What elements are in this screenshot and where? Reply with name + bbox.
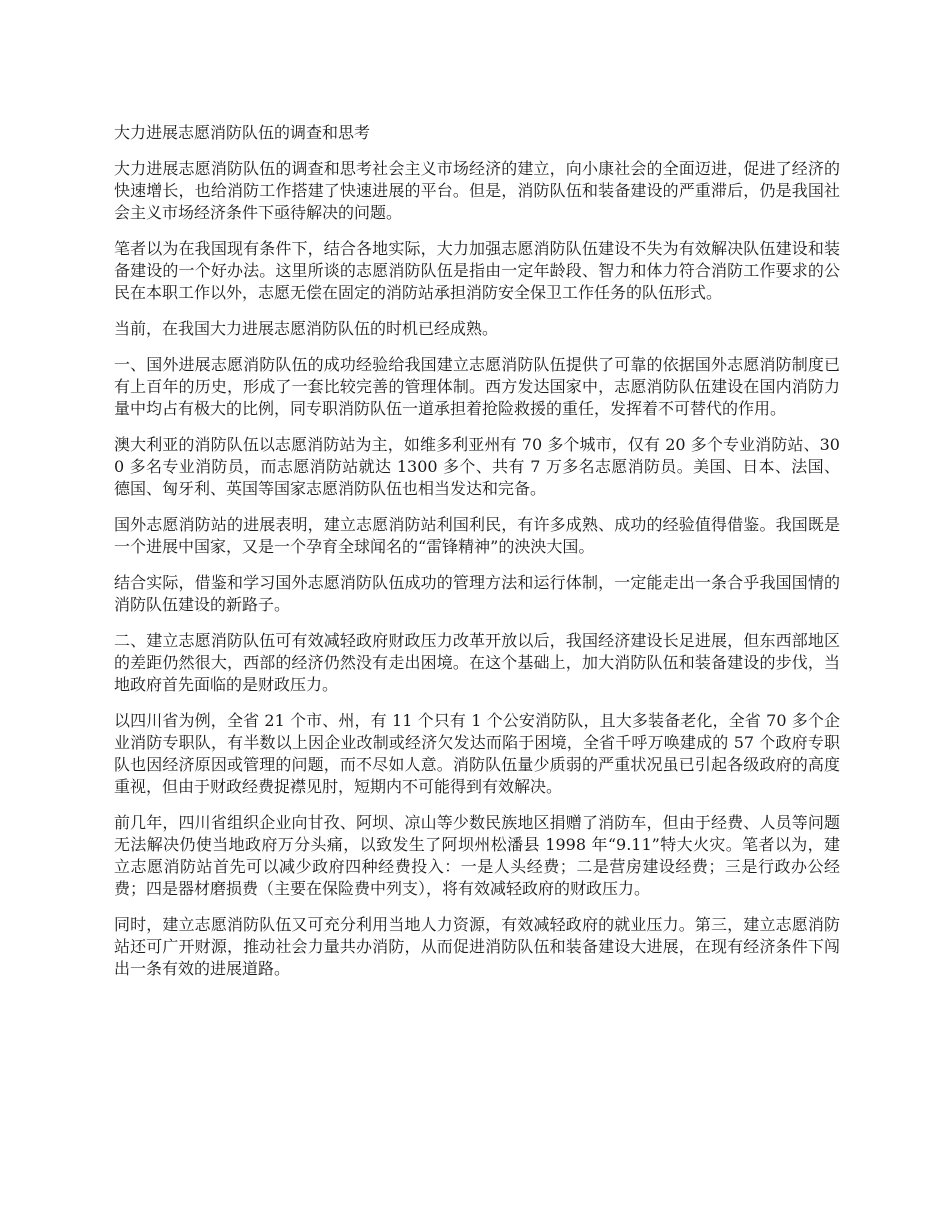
paragraph-employment: 同时，建立志愿消防队伍又可充分利用当地人力资源，有效减轻政府的就业压力。第三，建立志愿消防站还可广开财源，推动社会力量共办消防，从而促进消防队伍和装备建设大进展，在现有经济条件下闯出一条有效的进展道路。 <box>114 915 840 978</box>
paragraph-intro: 大力进展志愿消防队伍的调查和思考社会主义市场经济的建立，向小康社会的全面迈进，促进了经济的快速增长，也给消防工作搭建了快速进展的平台。但是，消防队伍和装备建设的严重滞后，仍是我国社会主义市场经济条件下亟待解决的问题。 <box>114 159 840 222</box>
document-title: 大力进展志愿消防队伍的调查和思考 <box>114 123 371 142</box>
paragraph-section-one: 一、国外进展志愿消防队伍的成功经验给我国建立志愿消防队伍提供了可靠的依据国外志愿消防制度已有上百年的历史，形成了一套比较完善的管理体制。西方发达国家中，志愿消防队伍建设在国内消防力量中均占有极大的比例，同专职消防队伍一道承担着抢险救援的重任，发挥着不可替代的作用。 <box>114 355 840 418</box>
paragraph-sichuan: 以四川省为例，全省 21 个市、州，有 11 个只有 1 个公安消防队，且大多装备老化，全省 70 多个企业消防专职队，有半数以上因企业改制或经济欠发达而陷于困境，全省千呼万唤建成的 57 个政府专职队也因经济原因或管理的问题，而不尽如人意。消防队伍量少质弱的严重状况虽已引起各级政府的高度重视，但由于财政经费捉襟见肘，短期内不可能得到有效解决。 <box>114 711 840 796</box>
paragraph-section-two: 二、建立志愿消防队伍可有效减轻政府财政压力改革开放以后，我国经济建设长足进展，但东西部地区的差距仍然很大，西部的经济仍然没有走出困境。在这个基础上，加大消防队伍和装备建设的步伐，当地政府首先面临的是财政压力。 <box>114 631 840 694</box>
document-page <box>114 122 840 994</box>
paragraph-donation: 前几年，四川省组织企业向甘孜、阿坝、凉山等少数民族地区捐赠了消防车，但由于经费、人员等问题无法解决仍使当地政府万分头痛，以致发生了阿坝州松潘县 1998 年“9.11”特大火灾。笔者以为，建立志愿消防站首先可以减少政府四种经费投入：一是人头经费；二是营房建设经费；三是行政办公经费；四是器材磨损费（主要在保险费中列支），将有效减轻政府的财政压力。 <box>114 813 840 898</box>
paragraph-foreign-experience: 国外志愿消防站的进展表明，建立志愿消防站利国利民，有许多成熟、成功的经验值得借鉴。我国既是一个进展中国家，又是一个孕育全球闻名的“雷锋精神”的泱泱大国。 <box>114 515 840 556</box>
paragraph-australia: 澳大利亚的消防队伍以志愿消防站为主，如维多利亚州有 70 多个城市，仅有 20 多个专业消防站、300 多名专业消防员，而志愿消防站就达 1300 多个、共有 7 万多名志愿消防员。美国、日本、法国、德国、匈牙利、英国等国家志愿消防队伍也相当发达和完备。 <box>114 435 840 498</box>
paragraph-new-path: 结合实际，借鉴和学习国外志愿消防队伍成功的管理方法和运行体制，一定能走出一条合乎我国国情的消防队伍建设的新路子。 <box>114 573 840 614</box>
paragraph-definition: 笔者以为在我国现有条件下，结合各地实际，大力加强志愿消防队伍建设不失为有效解决队伍建设和装备建设的一个好办法。这里所谈的志愿消防队伍是指由一定年龄段、智力和体力符合消防工作要求的公民在本职工作以外，志愿无偿在固定的消防站承担消防安全保卫工作任务的队伍形式。 <box>114 239 840 302</box>
paragraph-timing: 当前，在我国大力进展志愿消防队伍的时机已经成熟。 <box>114 319 499 338</box>
